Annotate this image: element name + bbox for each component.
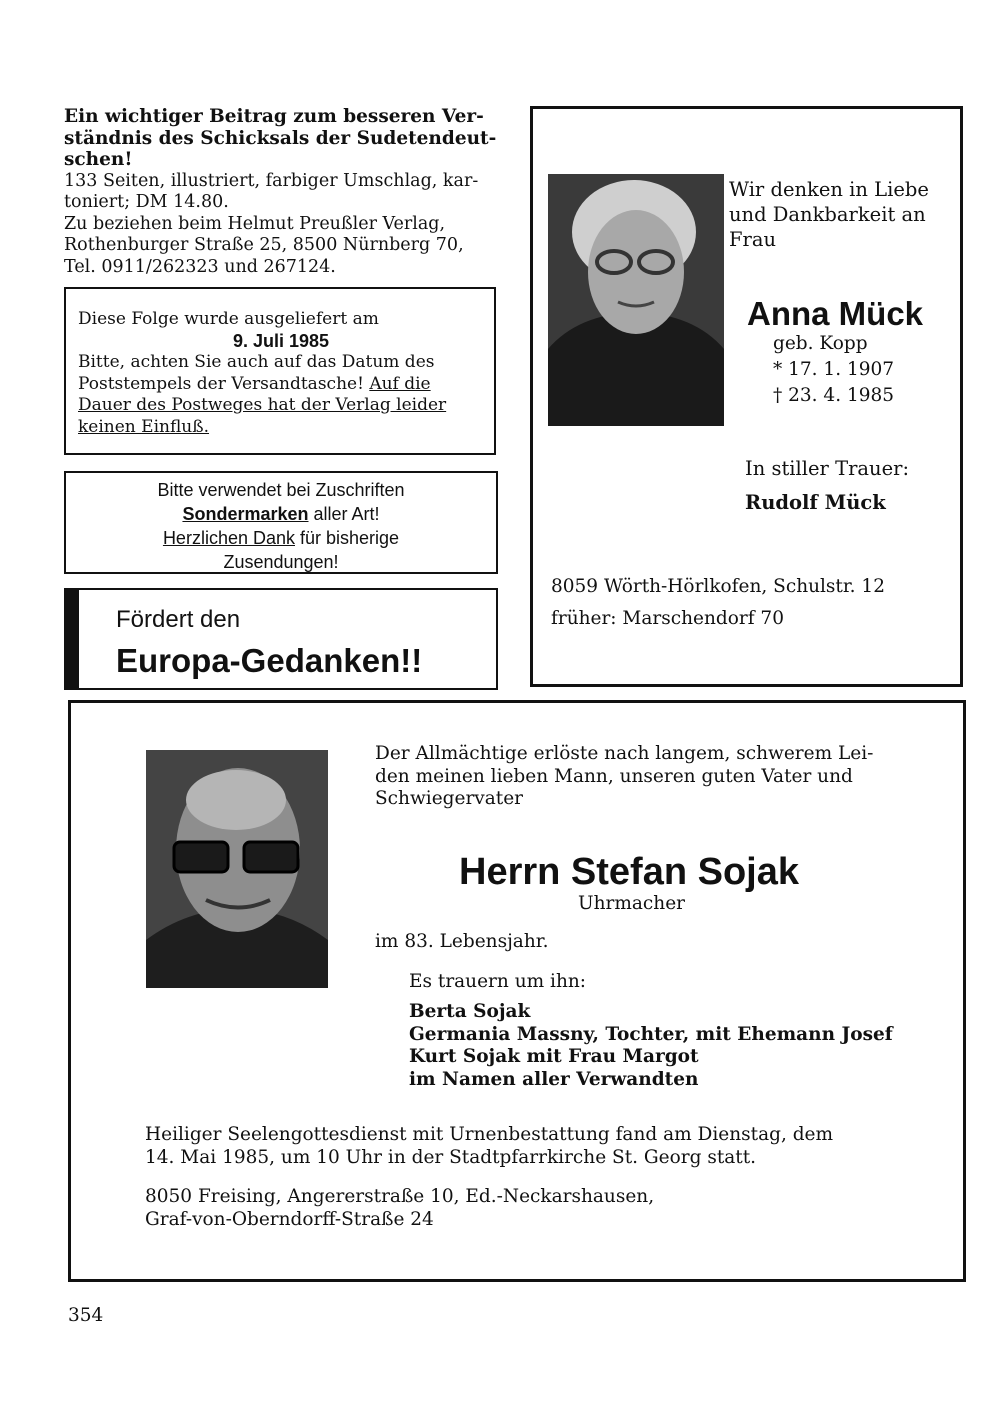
anna-intro <box>729 177 929 252</box>
book-promo <box>64 106 504 278</box>
stamps-line: Bitte verwendet bei Zuschriften <box>157 480 405 500</box>
book-body-line: Zu beziehen beim Helmut Preußler Verlag, <box>64 213 446 234</box>
delivery-date: 9. Juli 1985 <box>232 330 330 351</box>
stamps-line-rest: aller Art! <box>308 504 380 524</box>
delivery-line: Bitte, achten Sie auch auf das Datum des <box>78 352 435 372</box>
europa-line-2: Europa-Gedanken!! <box>116 642 423 679</box>
sojak-mourner: im Namen aller Verwandten <box>409 1068 699 1090</box>
delivery-intro: Diese Folge wurde ausgeliefert am <box>78 309 379 329</box>
stamps-line: Zusendungen! <box>223 552 339 572</box>
stamps-highlight: Sondermarken <box>182 504 309 524</box>
anna-birth-name: geb. Kopp <box>773 333 868 354</box>
anna-intro-line: und Dankbarkeit an <box>729 203 926 226</box>
europa-ad-box <box>64 588 498 690</box>
anna-former-address: früher: Marschendorf 70 <box>551 608 784 629</box>
stamps-line <box>66 526 496 550</box>
anna-details <box>773 331 894 409</box>
sojak-service <box>145 1123 895 1169</box>
book-body-line: Rothenburger Straße 25, 8500 Nürnberg 70, <box>64 235 464 255</box>
sojak-address <box>145 1185 654 1231</box>
anna-died: † 23. 4. 1985 <box>773 385 895 406</box>
book-body-line: Tel. 0911/262323 und 267124. <box>64 256 336 277</box>
sojak-address-line: 8050 Freising, Angererstraße 10, Ed.-Neckarshausen, <box>145 1186 655 1207</box>
anna-mourner: Rudolf Mück <box>745 491 886 514</box>
stamps-notice-box <box>64 471 498 574</box>
delivery-line-underlined: keinen Einfluß. <box>78 416 210 437</box>
sojak-service-line: 14. Mai 1985, um 10 Uhr in der Stadtpfarrkirche St. Georg statt. <box>145 1147 757 1168</box>
anna-mourning-label: In stiller Trauer: <box>745 457 910 480</box>
sojak-mourner: Berta Sojak <box>409 1001 531 1022</box>
book-heading-line: ständnis des Schicksals der Sudetendeut- <box>64 127 497 149</box>
europa-accent-bar <box>66 590 79 688</box>
delivery-line-underlined: Dauer des Postweges hat der Verlag leider <box>78 395 447 415</box>
europa-line-1: Fördert den <box>116 606 241 633</box>
delivery-line-plain: Poststempels der Versandtasche! <box>78 373 370 394</box>
sojak-mourner: Germania Massny, Tochter, mit Ehemann Josef <box>409 1023 893 1045</box>
anna-address-line: 8059 Wörth-Hörlkofen, Schulstr. 12 <box>551 576 885 597</box>
book-heading-line: Ein wichtiger Beitrag zum besseren Ver- <box>64 106 484 127</box>
delivery-line <box>78 374 484 396</box>
anna-name: Anna Mück <box>747 295 924 332</box>
sojak-address-line: Graf-von-Oberndorff-Straße 24 <box>145 1209 434 1230</box>
sojak-occupation: Uhrmacher <box>578 893 685 914</box>
sojak-service-line: Heiliger Seelengottesdienst mit Urnenbestattung fand am Dienstag, dem <box>145 1124 834 1145</box>
stamps-thanks: Herzlichen Dank <box>162 528 295 548</box>
book-body-line: 133 Seiten, illustriert, farbiger Umschlag, kar- <box>64 170 479 191</box>
stamps-line-rest: für bisherige <box>295 528 400 548</box>
delivery-notice-box <box>64 287 496 455</box>
anna-intro-line: Frau <box>729 228 777 251</box>
sojak-mourners <box>409 1001 893 1091</box>
sojak-intro <box>375 743 873 811</box>
portrait-photo-sojak <box>146 750 328 988</box>
sojak-mourning-label: Es trauern um ihn: <box>409 971 587 992</box>
book-heading-line: schen! <box>64 149 133 170</box>
book-body-line: toniert; DM 14.80. <box>64 192 229 212</box>
sojak-intro-line: Der Allmächtige erlöste nach langem, schwerem Lei- <box>375 743 874 764</box>
anna-intro-line: Wir denken in Liebe <box>729 178 929 201</box>
sojak-intro-line: den meinen lieben Mann, unseren guten Vater und <box>375 765 853 787</box>
sojak-age: im 83. Lebensjahr. <box>375 931 549 952</box>
stamps-line <box>66 502 496 526</box>
obituary-sojak-box <box>68 700 966 1282</box>
sojak-mourner: Kurt Sojak mit Frau Margot <box>409 1046 699 1067</box>
sojak-name: Herrn Stefan Sojak <box>459 851 799 893</box>
obituary-anna-box <box>530 106 963 687</box>
page-number: 354 <box>68 1305 104 1326</box>
portrait-photo-anna <box>548 174 724 426</box>
anna-address <box>551 571 885 635</box>
anna-born: * 17. 1. 1907 <box>773 359 895 380</box>
delivery-line-underlined: Auf die <box>369 373 431 394</box>
sojak-intro-line: Schwiegervater <box>375 788 523 809</box>
